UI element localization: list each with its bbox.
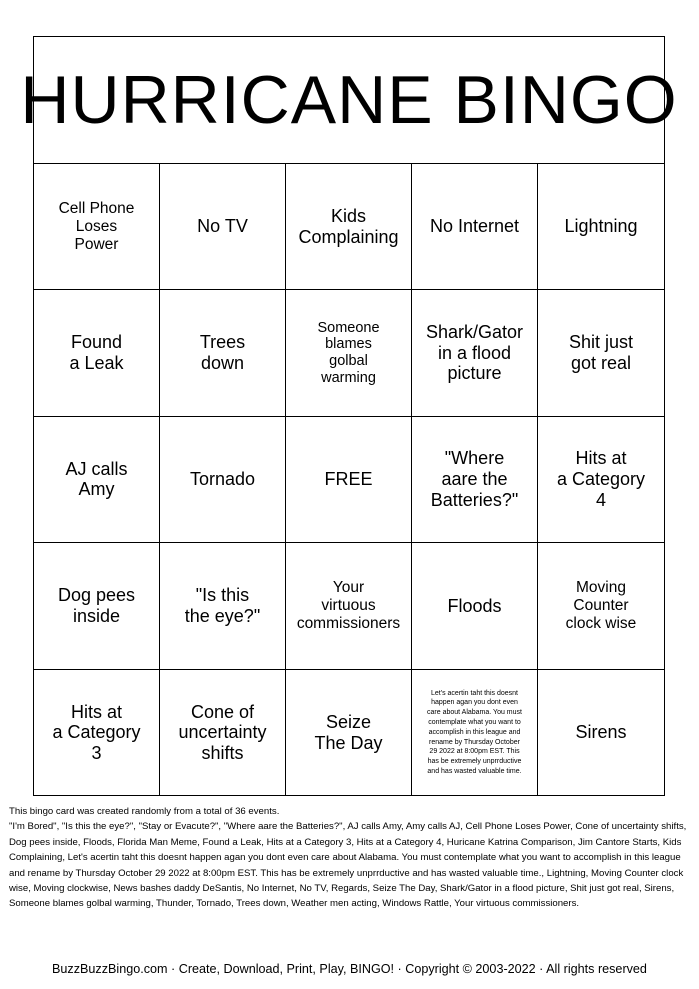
bingo-cell [412, 417, 538, 543]
bingo-cell-text: No TV [197, 216, 248, 237]
bingo-cell-text: Tornado [189, 469, 256, 490]
bingo-cell-text: Seize The Day [314, 712, 383, 753]
bingo-cell-text: No Internet [429, 216, 520, 237]
bingo-cell-text: Cell Phone Loses Power [58, 199, 135, 253]
bingo-cell-text: AJ calls Amy [65, 458, 128, 500]
bingo-card [20, 36, 678, 796]
bingo-cell-text: Let's acertin taht this doesnt happen agan you dont even care about Alabama. You must contemplate what you want to accomplish in this league and rename by Thursday October 29 2022 at 8:00pm EST. This has be extremely unprrductive and has wasted valuable time. [427, 689, 522, 776]
bingo-cell [412, 670, 538, 796]
events-count-note: This bingo card was created randomly from a total of 36 events. [9, 806, 280, 817]
bingo-cell-text: Sirens [575, 722, 627, 743]
bingo-cell-text: Your virtuous commissioners [296, 579, 401, 632]
bingo-cell-text: Someone blames golbal warming [317, 319, 380, 386]
bingo-cell-text: Shit just got real [568, 332, 634, 374]
bingo-cell [160, 164, 286, 290]
bingo-cell [286, 290, 412, 416]
bingo-cell-text: Hits at a Category 3 [52, 701, 141, 764]
bingo-cell [286, 543, 412, 669]
bingo-cell-text: Floods [447, 595, 502, 616]
bingo-cell-text: Shark/Gator in a flood picture [425, 322, 524, 384]
title-box [20, 37, 678, 164]
bingo-cell [412, 543, 538, 669]
bingo-cell [538, 164, 664, 290]
bingo-cell [412, 290, 538, 416]
bingo-cell [160, 670, 286, 796]
bingo-cell [34, 164, 160, 290]
bingo-cell [160, 417, 286, 543]
bingo-cell [286, 164, 412, 290]
bingo-cell-text: Found a Leak [69, 332, 124, 374]
bingo-cell [34, 290, 160, 416]
bingo-cell [34, 543, 160, 669]
bingo-cell [160, 543, 286, 669]
bingo-cell-text: Lightning [564, 216, 638, 237]
card-info [9, 804, 689, 912]
bingo-cell [538, 670, 664, 796]
bingo-cell [412, 164, 538, 290]
bingo-cell-text: Kids Complaining [298, 206, 399, 247]
bingo-cell-text: Moving Counter clock wise [565, 579, 637, 632]
bingo-cell-text: FREE [324, 469, 373, 490]
bingo-cell-text: "Is this the eye?" [184, 585, 261, 626]
bingo-grid [34, 164, 664, 796]
bingo-cell-text: Cone of uncertainty shifts [178, 701, 267, 764]
bingo-cell-text: Trees down [199, 332, 246, 374]
bingo-cell [538, 290, 664, 416]
bingo-cell [286, 670, 412, 796]
bingo-cell [538, 543, 664, 669]
bingo-cell-text: Hits at a Category 4 [556, 448, 646, 510]
bingo-cell [286, 417, 412, 543]
bingo-cell [538, 417, 664, 543]
bingo-cell [34, 670, 160, 796]
bingo-cell-text: "Where aare the Batteries?" [430, 448, 519, 510]
bingo-cell-text: Dog pees inside [57, 585, 136, 626]
bingo-cell [34, 417, 160, 543]
bingo-cell [160, 290, 286, 416]
card-title: HURRICANE BINGO [20, 62, 678, 138]
events-list: "I'm Bored", "Is this the eye?", "Stay or Evacute?", "Where aare the Batteries?", AJ calls Amy, Amy calls AJ, Cell Phone Loses Power, Cone of uncertainty shifts, Dog pees inside, Floods, Florida Man Meme, Found a Leak, Hits at a Category 3, Hits at a Category 4, Huricane Katrina Comparison, Jim Cantore Starts, Kids Complaining, Let's acertin taht this doesnt happen agan you dont even care about Alabama. You must contemplate what you want to accomplish in this league and rename by Thursday October 29 2022 at 8:00pm EST. This has be extremely unprrductive and has wasted valuable time., Lightning, Moving Counter clock wise, Moving clockwise, News bashes daddy DeSantis, No Internet, No TV, Regards, Seize The Day, Shark/Gator in a flood picture, Shit just got real, Sirens, Someone blames golbal warming, Thunder, Tornado, Trees down, Weather men acting, Windows Rattle, Your virtuous commissioners. [9, 821, 687, 910]
footer: BuzzBuzzBingo.com · Create, Download, Print, Play, BINGO! · Copyright © 2003-2022 · All rights reserved [52, 962, 647, 976]
